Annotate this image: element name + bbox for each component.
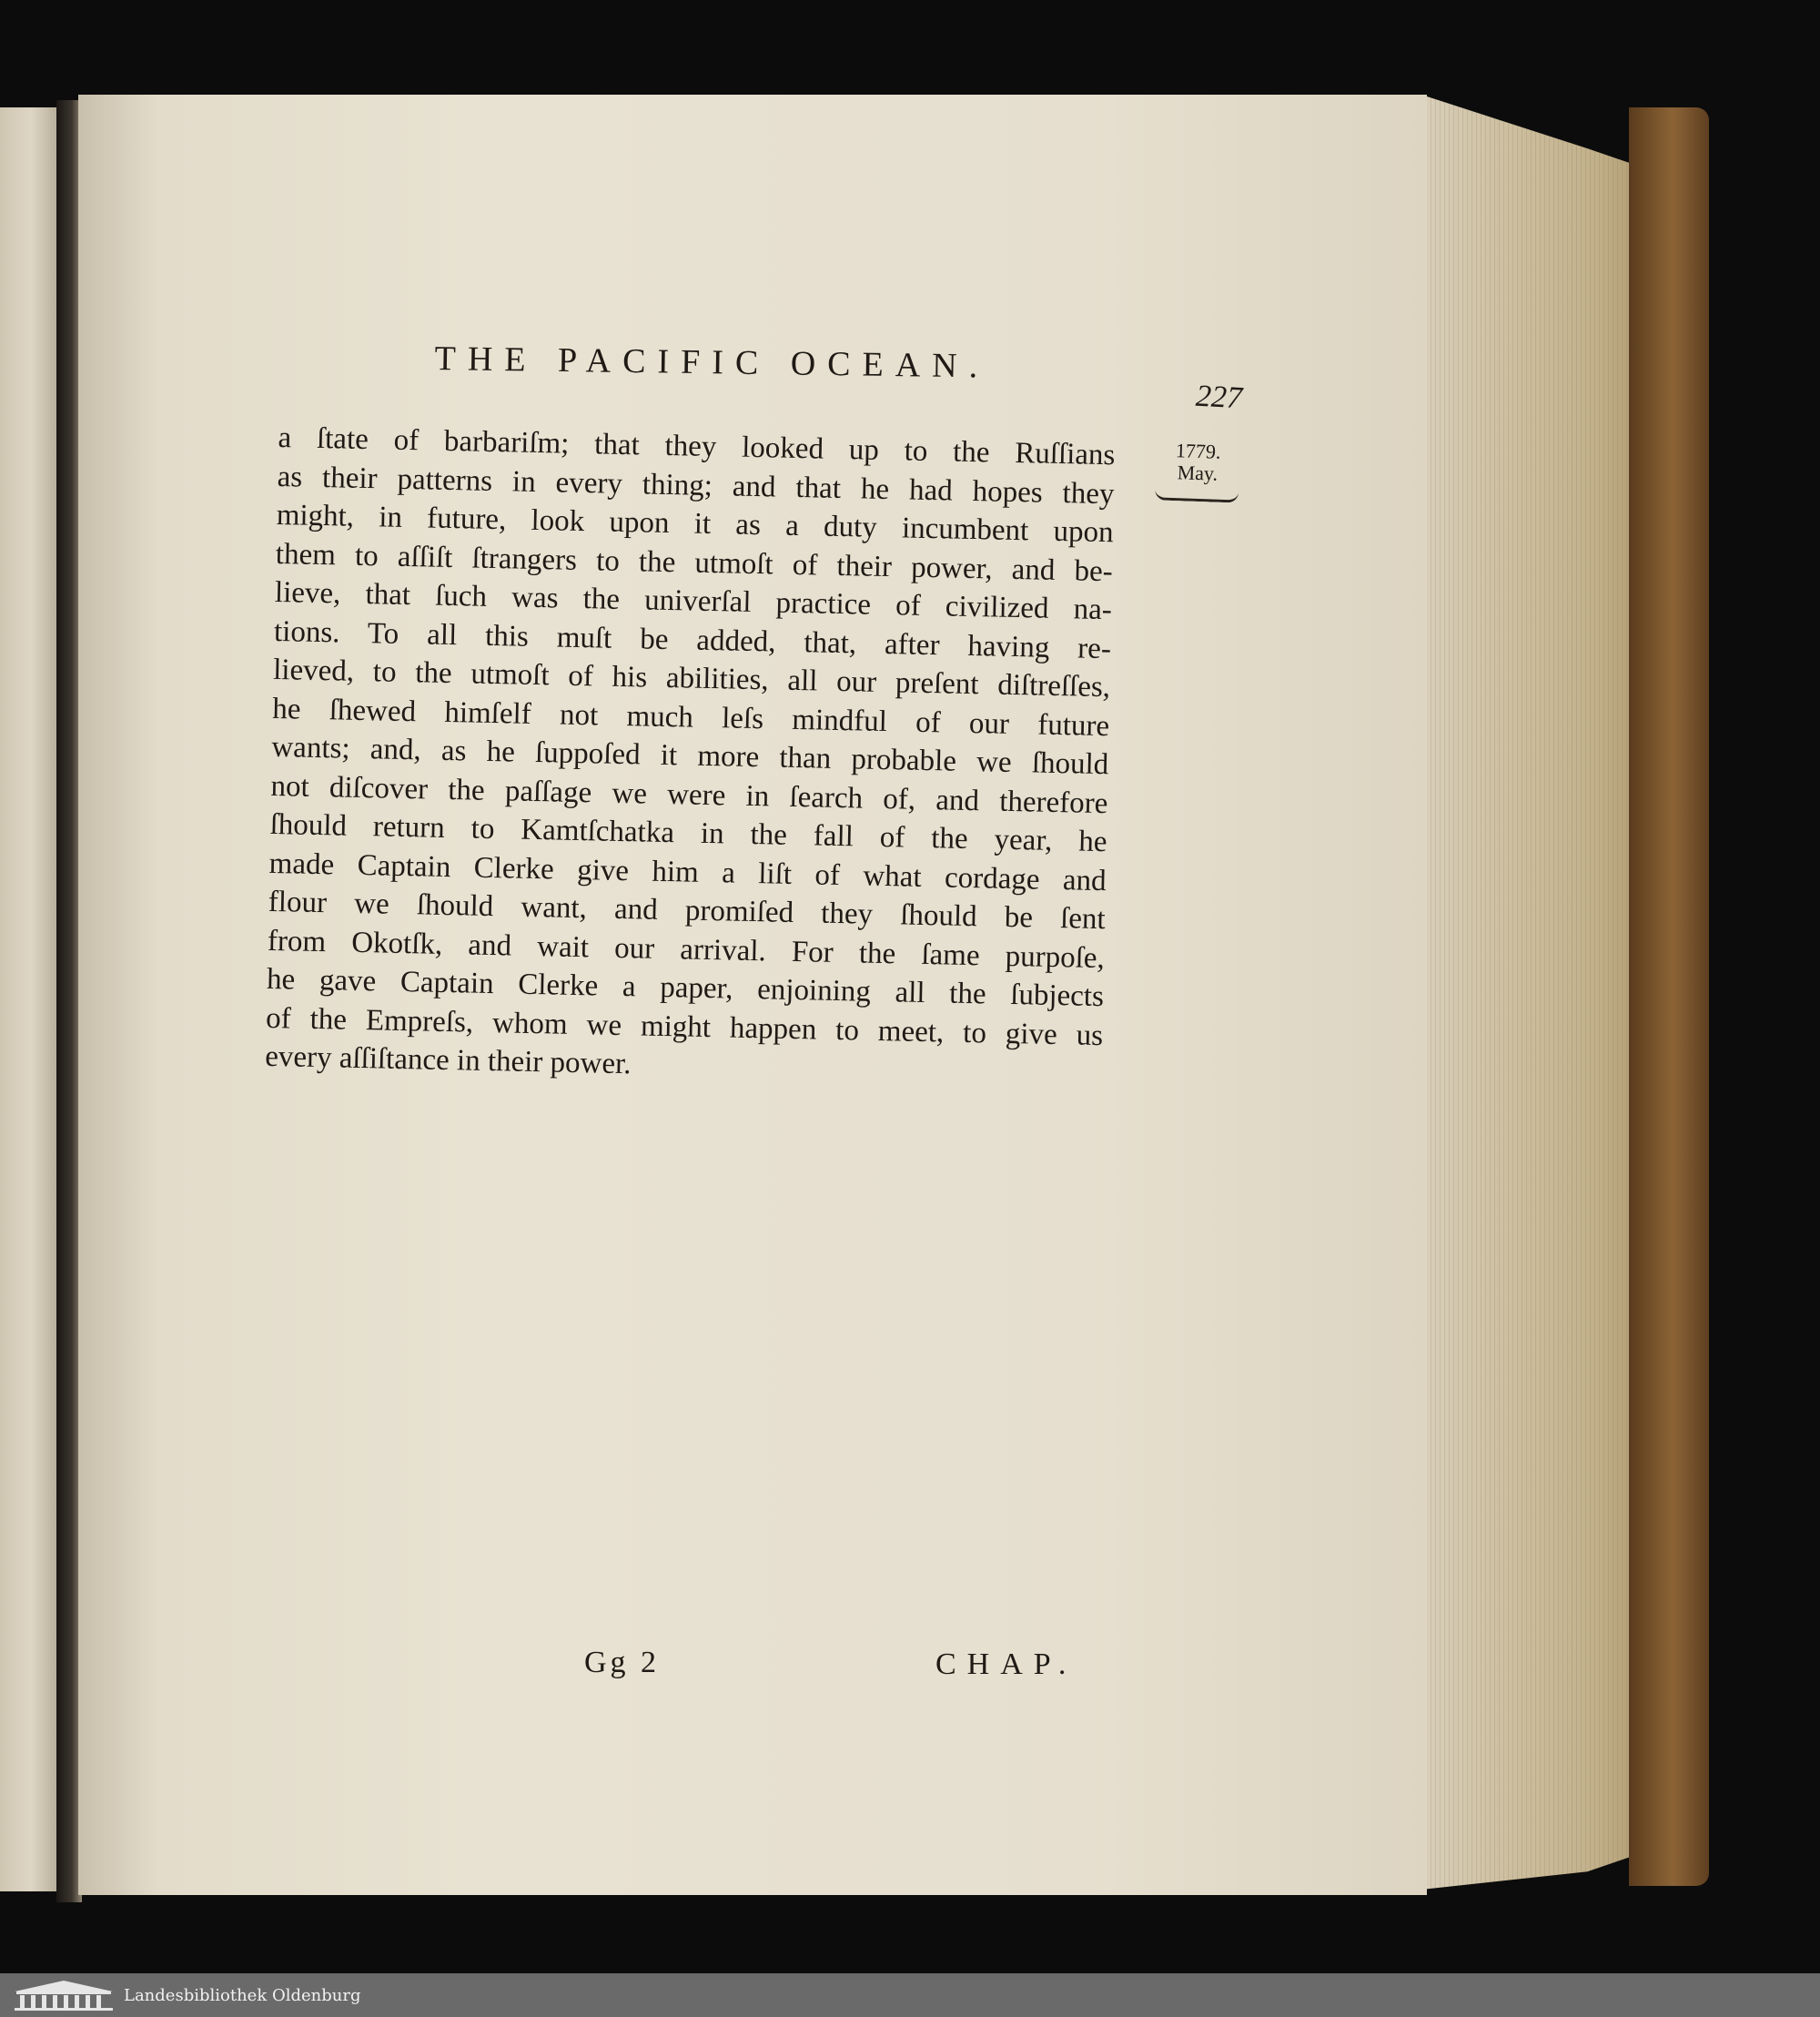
margin-note-year: 1779. bbox=[1175, 439, 1221, 463]
text-line: not diſcover the paſſage we were in ſearch of, and therefore bbox=[270, 769, 1108, 820]
margin-note bbox=[1151, 439, 1244, 502]
margin-note-month: May. bbox=[1177, 461, 1218, 485]
brace-mark bbox=[1155, 488, 1239, 502]
text-line: wants; and, as he ſuppoſed it more than probable we ſhould bbox=[271, 730, 1109, 782]
text-line: might, in future, look upon it as a duty incumbent upon bbox=[276, 498, 1114, 550]
signature-mark: Gg 2 bbox=[584, 1646, 661, 1679]
text-line: every aſſiſtance in their power. bbox=[264, 1039, 632, 1081]
text-line: lieved, to the utmoſt of his abilities, all our preſent diſtreſſes, bbox=[272, 653, 1111, 704]
text-line: them to aſſiſt ſtrangers to the utmoſt of their power, and be- bbox=[275, 537, 1114, 588]
text-line: of the Empreſs, whom we might happen to meet, to give us bbox=[265, 1001, 1104, 1052]
text-line: he gave Captain Clerke a paper, enjoining all the ſubjects bbox=[266, 962, 1105, 1014]
text-line: flour we ſhould want, and promiſed they ſhould be ſent bbox=[268, 885, 1107, 937]
page-number: 227 bbox=[1195, 379, 1243, 416]
text-line: as their patterns in every thing; and that he had hopes they bbox=[277, 460, 1115, 511]
text-line: he ſhewed himſelf not much leſs mindful of our future bbox=[271, 692, 1110, 743]
library-name: Landesbibliothek Oldenburg bbox=[124, 1985, 361, 2005]
body-paragraph bbox=[265, 419, 1117, 1094]
library-building-icon bbox=[11, 1979, 116, 2012]
text-line: from Okotſk, and wait our arrival. For the ſame purpoſe, bbox=[267, 924, 1106, 975]
footer-bar bbox=[0, 1973, 1820, 2017]
text-line: ſhould return to Kamtſchatka in the fall of the year, he bbox=[269, 807, 1107, 859]
text-line: lieve, that ſuch was the univerſal practice of civilized na- bbox=[274, 575, 1113, 627]
text-line: made Captain Clerke give him a liſt of what cordage and bbox=[268, 846, 1107, 897]
text-line: tions. To all this muſt be added, that, after having re- bbox=[273, 614, 1112, 665]
running-head: THE PACIFIC OCEAN. bbox=[434, 339, 990, 386]
catchword: CHAP. bbox=[935, 1647, 1077, 1681]
text-line: a ſtate of barbariſm; that they looked up to the Ruſſians bbox=[278, 421, 1116, 472]
